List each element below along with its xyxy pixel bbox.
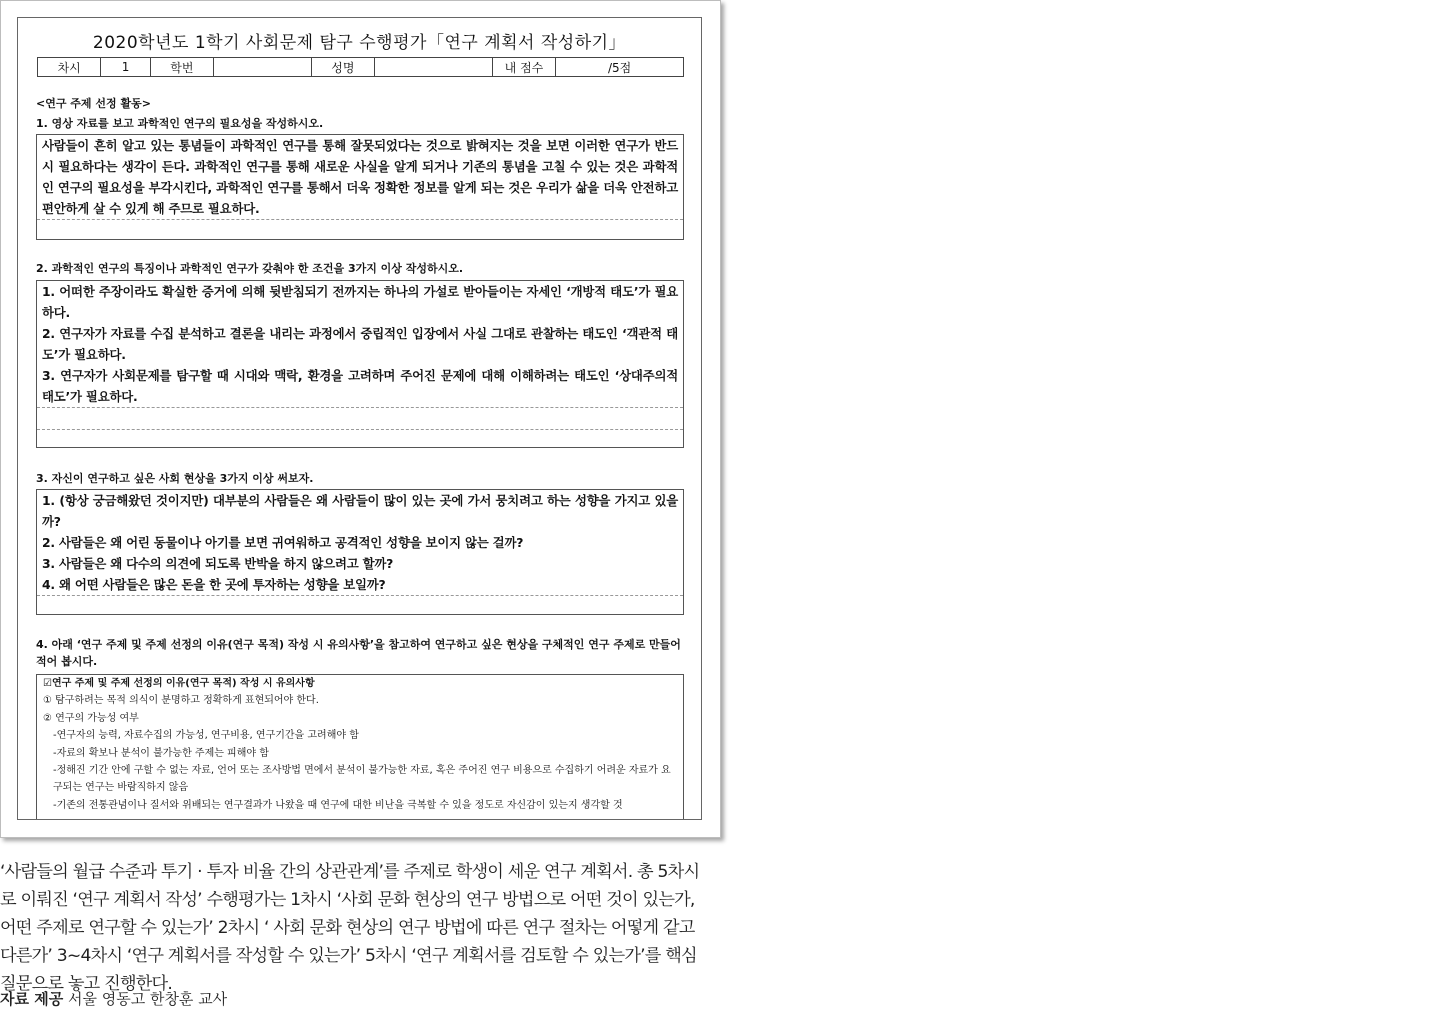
answer-1-text: 사람들이 흔히 알고 있는 통념들이 과학적인 연구를 통해 잘못되었다는 것으로 밝혀지는 것을 보면 이러한 연구가 반드시 필요하다는 생각이 든다. 과학적인 연구를 통해 새로운 사실을 알게 되거나 기존의 통념을 고칠 수 있는 것은 과학적인 연구의 필요성을 부각시킨다, 과학적인 연구를 통해서 더욱 정확한 정보를 알게 되는 것은 우리가 삶을 더욱 안전하고 편안하게 살 수 있게 해 주므로 필요하다.: [42, 138, 678, 216]
section-title: <연구 주제 선정 활동>: [36, 97, 151, 110]
notes-title: ☑연구 주제 및 주제 선정의 이유(연구 목적) 작성 시 유의사항: [43, 678, 315, 689]
credit-value: 서울 영동고 한창훈 교사: [67, 990, 228, 1008]
session-value: 1: [101, 58, 150, 77]
photo-caption: ‘사람들의 월급 수준과 투기 · 투자 비율 간의 상관관계’를 주제로 학생이 세운 연구 계획서. 총 5차시로 이뤄진 ‘연구 계획서 작성’ 수행평가는 1차시 ‘사회 문화 현상의 연구 방법으로 어떤 것이 있는가, 어떤 주제로 연구할 수 있는가’ 2차시 ‘ 사회 문화 현상의 연구 방법에 따른 연구 절차는 어떻게 같고 다른가’ 3~4차시 ‘연구 계획서를 작성할 수 있는가’ 5차시 ‘연구 계획서를 검토할 수 있는가’를 핵심 질문으로 놓고 진행한다.: [0, 862, 700, 994]
answer-box-3: [36, 489, 684, 615]
answer-3-item: 4. 왜 어떤 사람들은 많은 돈을 한 곳에 투자하는 성향을 보일까?: [42, 577, 386, 592]
blank-line: [37, 429, 683, 451]
blank-line: [37, 595, 683, 617]
answer-3-item: 2. 사람들은 왜 어린 동물이나 아기를 보면 귀여워하고 공격적인 성향을 보이지 않는 걸까?: [42, 535, 524, 550]
question-3: 3. 자신이 연구하고 싶은 사회 현상을 3가지 이상 써보자.: [36, 472, 314, 485]
question-1: 1. 영상 자료를 보고 과학적인 연구의 필요성을 작성하시오.: [36, 117, 324, 130]
answer-2-item: 3. 연구자가 사회문제를 탐구할 때 시대와 맥락, 환경을 고려하며 주어진 문제에 대해 이해하려는 태도인 ‘상대주의적 태도’가 필요하다.: [42, 368, 678, 404]
score-label: 내 점수: [492, 58, 555, 77]
blank-line: [37, 219, 683, 241]
name-label: 성명: [311, 58, 374, 77]
answer-box-2: [36, 280, 684, 448]
answer-3-item: 3. 사람들은 왜 다수의 의견에 되도록 반박을 하지 않으려고 할까?: [42, 556, 394, 571]
subnote-item: -정해진 기간 안에 구할 수 없는 자료, 언어 또는 조사방법 면에서 분석이 불가능한 자료, 혹은 주어진 연구 비용으로 수집하기 어려운 자료가 요구되는 연구는 바람직하지 않음: [53, 765, 671, 794]
question-2: 2. 과학적인 연구의 특징이나 과학적인 연구가 갖춰야 한 조건을 3가지 이상 작성하시오.: [36, 262, 464, 275]
note-item: ② 연구의 가능성 여부: [43, 712, 139, 724]
student-id-label: 학번: [150, 58, 213, 77]
answer-2-item: 2. 연구자가 자료를 수집 분석하고 결론을 내리는 과정에서 중립적인 입장에서 사실 그대로 관찰하는 태도인 ‘객관적 태도’가 필요하다.: [42, 326, 678, 362]
question-4: 4. 아래 ‘연구 주제 및 주제 선정의 이유(연구 목적) 작성 시 유의사항’을 참고하여 연구하고 싶은 현상을 구체적인 연구 주제로 만들어 적어 봅시다.: [36, 638, 681, 668]
document-scan: [0, 0, 721, 838]
score-value: /5점: [556, 58, 684, 77]
worksheet: [17, 17, 702, 820]
notes-box: [36, 674, 684, 820]
subnote-item: -연구자의 능력, 자료수집의 가능성, 연구비용, 연구기간을 고려해야 함: [53, 730, 359, 742]
credit-label: 자료 제공: [0, 990, 64, 1008]
note-item: ① 탐구하려는 목적 의식이 분명하고 정확하게 표현되어야 한다.: [43, 695, 319, 707]
name-value: [375, 58, 493, 77]
answer-box-1: [36, 134, 684, 240]
subnote-item: -자료의 확보나 분석이 불가능한 주제는 피해야 함: [53, 747, 269, 759]
student-id-value: [214, 58, 312, 77]
session-label: 차시: [38, 58, 101, 77]
subnote-item: -기존의 전통관념이나 질서와 위배되는 연구결과가 나왔을 때 연구에 대한 비난을 극복할 수 있을 정도로 자신감이 있는지 생각할 것: [53, 799, 623, 811]
answer-3-item: 1. (항상 궁금해왔던 것이지만) 대부분의 사람들은 왜 사람들이 많이 있는 곳에 가서 뭉치려고 하는 성향을 가지고 있을까?: [42, 493, 678, 529]
blank-line: [37, 407, 683, 429]
source-credit: [0, 988, 227, 1009]
student-info-table: [37, 57, 684, 77]
answer-2-item: 1. 어떠한 주장이라도 확실한 증거에 의해 뒷받침되기 전까지는 하나의 가설로 받아들이는 자세인 ‘개방적 태도’가 필요하다.: [42, 284, 678, 320]
worksheet-title: 2020학년도 1학기 사회문제 탐구 수행평가「연구 계획서 작성하기」: [92, 33, 627, 53]
